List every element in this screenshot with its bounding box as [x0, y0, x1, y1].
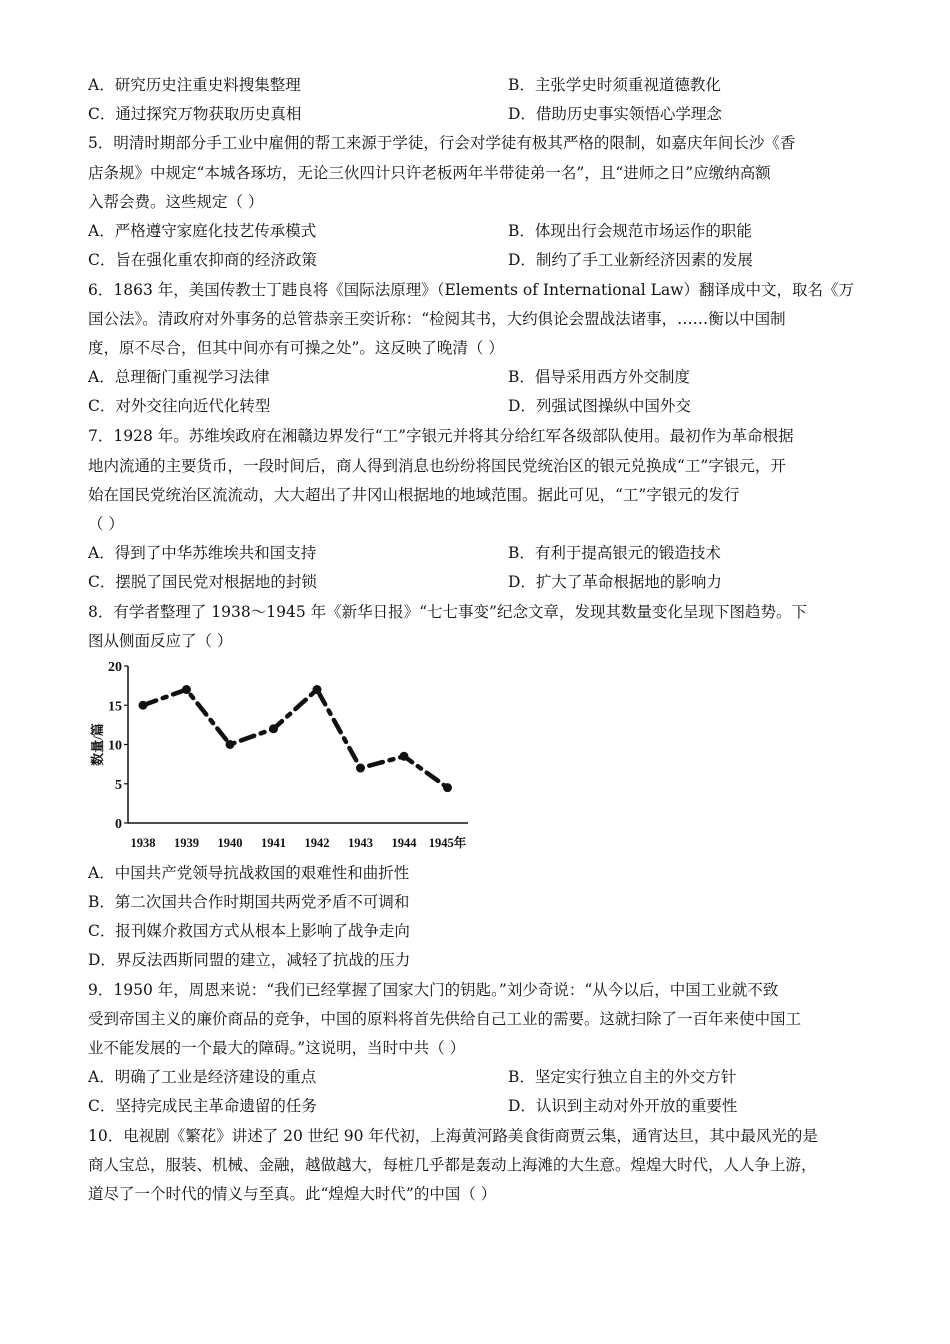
- q6-option-c[interactable]: C．对外交往向近代化转型: [88, 397, 271, 415]
- q10-stem-line-1: 10．电视剧《繁花》讲述了 20 世纪 90 年代初，上海黄河路美食街商贾云集，通宵达旦，其中最风光的是: [88, 1127, 818, 1145]
- y-tick-label: 0: [115, 817, 122, 832]
- q7-stem-line-4: （ ）: [88, 515, 124, 533]
- q4-option-d[interactable]: D．借助历史事实领悟心学理念: [508, 105, 722, 123]
- q5-option-d[interactable]: D．制约了手工业新经济因素的发展: [508, 251, 753, 269]
- q8-stem-line-2: 图从侧面反应了（ ）: [88, 632, 233, 650]
- q7-option-d[interactable]: D．扩大了革命根据地的影响力: [508, 573, 722, 591]
- y-tick-label: 15: [108, 699, 122, 715]
- q5-stem-line-2: 店条规》中规定“本城各琢坊，无论三伙四计只许老板两年半带徒弟一名”，且“进师之日”应缴纳高额: [88, 164, 771, 182]
- q7-stem-line-2: 地内流通的主要货币，一段时间后，商人得到消息也纷纷将国民党统治区的银元兑换成“工”字银元，开: [88, 457, 786, 475]
- x-tick-label: 1939: [174, 836, 199, 850]
- q5-option-a[interactable]: A．严格遵守家庭化技艺传承模式: [88, 222, 317, 240]
- q6-option-b[interactable]: B．倡导采用西方外交制度: [508, 368, 690, 386]
- q9-stem-line-1: 9．1950 年，周恩来说：“我们已经掌握了国家大门的钥匙。”刘少奇说：“从今以后，中国工业就不致: [88, 981, 779, 999]
- q5-option-b[interactable]: B．体现出行会规范市场运作的职能: [508, 222, 752, 240]
- q4-option-b[interactable]: B．主张学史时须重视道德教化: [508, 76, 721, 94]
- x-tick-label: 1943: [348, 836, 373, 850]
- q9-option-d[interactable]: D．认识到主动对外开放的重要性: [508, 1097, 738, 1115]
- q9-option-c[interactable]: C．坚持完成民主革命遗留的任务: [88, 1097, 317, 1115]
- q4-option-c[interactable]: C．通过探究万物获取历史真相: [88, 105, 302, 123]
- y-tick-label: 5: [115, 777, 122, 793]
- data-point: [139, 701, 148, 710]
- data-point: [182, 685, 191, 694]
- q6-stem-line-3: 度，原不尽合，但其中间亦有可操之处”。这反映了晚清（ ）: [88, 339, 504, 357]
- data-point: [313, 685, 322, 694]
- data-point: [226, 740, 235, 749]
- q9-option-b[interactable]: B．坚定实行独立自主的外交方针: [508, 1068, 737, 1086]
- q7-option-a[interactable]: A．得到了中华苏维埃共和国支持: [88, 544, 317, 562]
- q10-stem-line-3: 道尽了一个时代的情义与至真。此“煌煌大时代”的中国（ ）: [88, 1185, 497, 1203]
- q7-stem-line-3: 始在国民党统治区流流动，大大超出了井冈山根据地的地域范围。据此可见，“工”字银元的发行: [88, 486, 740, 504]
- q6-stem-line-2: 国公法》。清政府对外事务的总管恭亲王奕䜣称：“检阅其书，大约俱论会盟战法诸事，……衡以中国制: [88, 310, 786, 328]
- x-tick-label: 1942: [304, 836, 330, 850]
- q7-option-c[interactable]: C．摆脱了国民党对根据地的封锁: [88, 573, 317, 591]
- x-tick-label: 1940: [217, 836, 243, 850]
- y-tick-label: 20: [108, 660, 122, 675]
- x-tick-label: 1938: [130, 836, 156, 850]
- q6-stem-line-1: 6．1863 年，美国传教士丁韪良将《国际法原理》（Elements of International Law）翻译成中文，取名《万: [88, 281, 854, 299]
- x-tick-label: 1944: [391, 836, 417, 850]
- data-point: [400, 752, 409, 761]
- q8-option-a[interactable]: A．中国共产党领导抗战救国的艰难性和曲折性: [88, 864, 410, 882]
- q6-option-d[interactable]: D．列强试图操纵中国外交: [508, 397, 691, 415]
- data-point: [356, 764, 365, 773]
- q9-stem-line-3: 业不能发展的一个最大的障碍。”这说明，当时中共（ ）: [88, 1039, 466, 1057]
- q7-option-b[interactable]: B．有利于提高银元的锻造技术: [508, 544, 721, 562]
- q8-option-c[interactable]: C．报刊媒介救国方式从根本上影响了战争走向: [88, 922, 410, 940]
- data-series-line: [143, 690, 448, 788]
- q8-stem-line-1: 8．有学者整理了 1938～1945 年《新华日报》“七七事变”纪念文章，发现其数量变化呈现下图趋势。下: [88, 603, 807, 621]
- q10-stem-line-2: 商人宝总，服装、机械、金融，越做越大，每桩几乎都是轰动上海滩的大生意。煌煌大时代，人人争上游，: [88, 1156, 817, 1174]
- data-point: [269, 724, 278, 733]
- q6-option-a[interactable]: A．总理衙门重视学习法律: [88, 368, 270, 386]
- article-count-line-chart: [88, 656, 478, 856]
- q5-stem-line-1: 5．明清时期部分手工业中雇佣的帮工来源于学徒，行会对学徒有极其严格的限制，如嘉庆年间长沙《香: [88, 134, 796, 152]
- q8-option-b[interactable]: B．第二次国共合作时期国共两党矛盾不可调和: [88, 893, 410, 911]
- q5-stem-line-3: 入帮会费。这些规定（ ）: [88, 193, 264, 211]
- y-tick-label: 10: [108, 738, 122, 754]
- q5-option-c[interactable]: C．旨在强化重农抑商的经济政策: [88, 251, 317, 269]
- q9-stem-line-2: 受到帝国主义的廉价商品的竞争，中国的原料将首先供给自己工业的需要。这就扫除了一百年来使中国工: [88, 1010, 802, 1028]
- q8-option-d[interactable]: D．界反法西斯同盟的建立，减轻了抗战的压力: [88, 951, 411, 969]
- data-point: [443, 783, 452, 792]
- q9-option-a[interactable]: A．明确了工业是经济建设的重点: [88, 1068, 317, 1086]
- q4-option-a[interactable]: A．研究历史注重史料搜集整理: [88, 76, 301, 94]
- x-tick-label: 1945年: [428, 836, 467, 850]
- q7-stem-line-1: 7．1928 年。苏维埃政府在湘赣边界发行“工”字银元并将其分给红军各级部队使用。最初作为革命根据: [88, 427, 794, 445]
- y-axis-label: 数量/篇: [90, 723, 105, 766]
- x-tick-label: 1941: [261, 836, 286, 850]
